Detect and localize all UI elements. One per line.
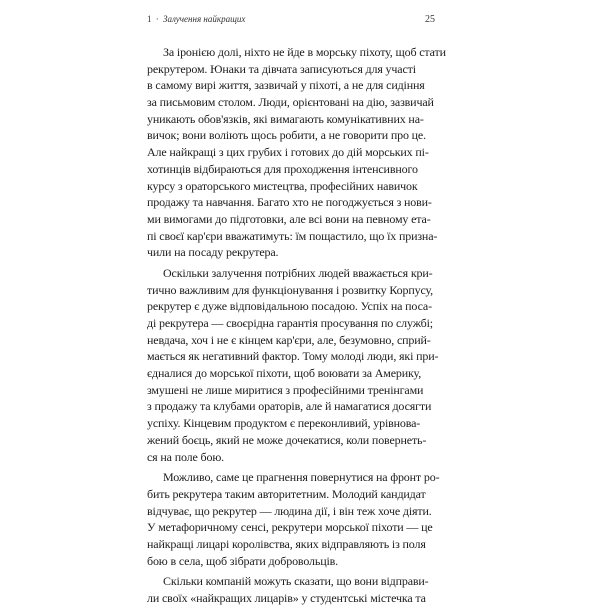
text-line: хотинців відбираються для проходження інтенсивного — [147, 161, 418, 176]
text-line: ся на поле бою. — [147, 449, 224, 464]
text-line: Скільки компаній можуть сказати, що вони відправи- — [163, 574, 429, 589]
paragraph — [147, 469, 447, 569]
text-line: з продажу та клубами ораторів, але й намагатися досягти — [147, 399, 432, 414]
paragraph — [147, 44, 447, 261]
text-line: пі своєї кар'єри вважатимуть: їм пощастило, що їх призна- — [147, 228, 438, 243]
text-line: за письмовим столом. Люди, орієнтовані на дію, зазвичай — [147, 95, 434, 110]
chapter-number: 1 — [147, 14, 152, 24]
text-line: курсу з ораторського мистецтва, професійних навичок — [147, 178, 418, 193]
text-line: У метафоричному сенсі, рекрутери морської піхоти — це — [147, 520, 433, 535]
body-text — [147, 44, 447, 611]
text-line: відчуває, що рекрутер — людина дії, і він теж хоче діяти. — [147, 503, 432, 518]
text-line: змушені не лише миритися з професійними тренінгами — [147, 382, 424, 397]
paragraph — [147, 573, 447, 606]
text-line: чили на посаду рекрутера. — [147, 245, 279, 260]
text-line: Можливо, саме це прагнення повернутися на фронт ро- — [163, 470, 440, 485]
text-line: жений боєць, який не може дочекатися, коли повернеть- — [147, 432, 427, 447]
paragraph — [147, 265, 447, 465]
text-line: бою в села, щоб зібрати добровольців. — [147, 553, 339, 568]
text-line: найкращі лицарі королівства, яких відправляють із поля — [147, 536, 426, 551]
text-line: мається як негативний фактор. Тому молоді люди, які при- — [147, 349, 439, 364]
page-number: 25 — [425, 14, 435, 25]
text-line: в самому вирі життя, зазвичай у піхоті, а не для сидіння — [147, 78, 425, 93]
text-line: ми вимогами до підготовки, але всі вони на певному ета- — [147, 211, 431, 226]
text-line: рекрутером. Юнаки та дівчата записуються для участі — [147, 61, 416, 76]
text-line: невдача, хоч і не є кінцем кар'єри, але, безумовно, сприй- — [147, 332, 431, 347]
running-head-separator: · — [155, 14, 159, 24]
text-line: успіху. Кінцевим продуктом є переконливий, урівнова- — [147, 416, 421, 431]
chapter-title: Залучення найкращих — [163, 14, 246, 24]
text-line: бить рекрутера таким авторитетним. Молодий кандидат — [147, 486, 426, 501]
running-head — [147, 14, 447, 24]
text-line: ді рекрутера — своєрідна гарантія просування по службі; — [147, 316, 433, 330]
text-line: Оскільки залучення потрібних людей вважається кри- — [163, 265, 433, 280]
text-line: продажу та навчання. Багато хто не погоджується з нови- — [147, 195, 432, 210]
text-line: уникають обов'язків, які вимагають комунікативних на- — [147, 111, 424, 126]
text-line: рекрутер є дуже відповідальною посадою. Успіх на поса- — [147, 299, 432, 314]
text-line: вичок; вони воліють щось робити, а не говорити про це. — [147, 128, 426, 143]
text-line: Але найкращі з цих грубих і готових до дій морських пі- — [147, 145, 429, 160]
text-line: єдналися до морської піхоти, щоб воювати за Америку, — [147, 366, 422, 381]
text-line: ли своїх «найкращих лицарів» у студентські містечка та — [147, 591, 426, 605]
text-line: тично важливим для функціонування і розвитку Корпусу, — [147, 282, 433, 297]
text-line: За іронією долі, ніхто не йде в морську піхоту, щоб стати — [163, 45, 446, 59]
